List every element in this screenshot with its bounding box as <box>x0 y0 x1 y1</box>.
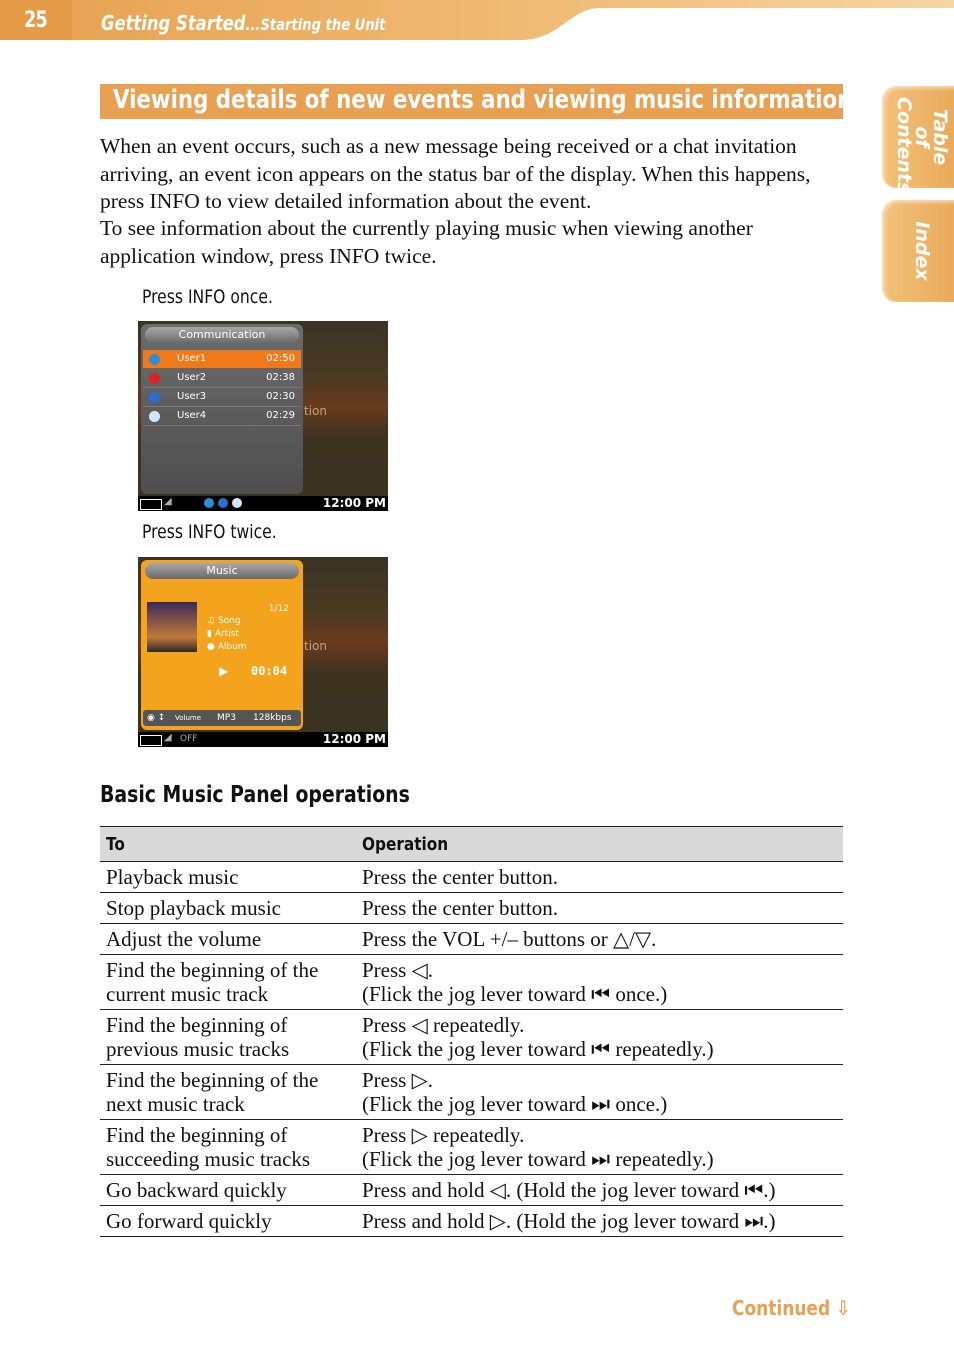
operation-line: (Flick the jog lever toward ⏮ repeatedly.) <box>362 1037 714 1061</box>
table-header-row <box>100 827 843 862</box>
play-icon: ▶ <box>219 664 229 678</box>
album-art <box>147 602 197 652</box>
cell-operation <box>356 1206 843 1237</box>
cell-to: Go forward quickly <box>100 1206 356 1237</box>
music-panel-footer <box>143 710 301 726</box>
format-label: MP3 <box>217 713 236 723</box>
cell-to: Find the beginning of the current music track <box>100 955 356 1010</box>
song-text: Song <box>217 616 241 626</box>
chat-status-icon <box>204 498 214 508</box>
operation-line: (Flick the jog lever toward ⏭ once.) <box>362 1092 668 1116</box>
caption-press-once: Press INFO once. <box>142 286 273 308</box>
table-row <box>100 1206 843 1237</box>
signal-icon: ◢ <box>164 732 172 743</box>
cell-operation <box>356 1065 843 1120</box>
tab-index-label: Index <box>911 221 933 281</box>
user-name: User4 <box>177 410 207 421</box>
album-text: Album <box>217 642 247 652</box>
info-status-icon <box>218 498 228 508</box>
user-time: 02:50 <box>266 353 295 364</box>
cell-to: Adjust the volume <box>100 924 356 955</box>
user-time: 02:30 <box>266 391 295 402</box>
battery-icon <box>140 499 162 510</box>
operation-line: Press and hold ◁. (Hold the jog lever toward ⏮.) <box>362 1178 776 1202</box>
header-section: Starting the Unit <box>260 15 386 34</box>
operation-line: Press ▷. <box>362 1068 433 1092</box>
header-chapter: Getting Started <box>101 11 246 35</box>
song-label <box>207 616 241 626</box>
volume-icon: ◉ ↕ <box>147 713 166 723</box>
cell-operation <box>356 1010 843 1065</box>
column-header-operation-text: Operation <box>362 833 449 855</box>
bitrate-label: 128kbps <box>253 713 292 723</box>
chat-icon <box>149 354 160 365</box>
user-name: User1 <box>177 353 207 364</box>
note-icon: ♫ <box>207 616 218 626</box>
column-header-to <box>100 827 356 862</box>
user-name: User3 <box>177 391 207 402</box>
cell-to: Go backward quickly <box>100 1175 356 1206</box>
communication-panel-title: Communication <box>145 327 299 343</box>
cell-to: Stop playback music <box>100 893 356 924</box>
section-banner-title: Viewing details of new events and viewing music information <box>113 85 853 115</box>
volume-label: Volume <box>175 714 202 722</box>
cell-to: Playback music <box>100 862 356 893</box>
operation-line: Press ▷ repeatedly. <box>362 1123 525 1147</box>
operation-line: Press ◁ repeatedly. <box>362 1013 525 1037</box>
signal-icon: ◢ <box>164 496 172 507</box>
header-title <box>101 11 385 35</box>
cell-operation <box>356 955 843 1010</box>
screenshot-music <box>138 557 388 747</box>
background-window-text: tion <box>304 404 327 418</box>
cell-to: Find the beginning of succeeding music tracks <box>100 1120 356 1175</box>
header-ellipsis: ... <box>245 15 261 34</box>
table-row <box>100 1120 843 1175</box>
message-bubble-icon <box>149 411 160 422</box>
operation-line: Press and hold ▷. (Hold the jog lever toward ⏭.) <box>362 1209 776 1233</box>
message-status-icon <box>232 498 242 508</box>
table-row <box>100 924 843 955</box>
operations-table <box>100 826 843 1237</box>
table-row <box>100 1175 843 1206</box>
user-time: 02:38 <box>266 372 295 383</box>
tab-table-of-contents-label: Table of Contents <box>893 97 951 194</box>
operation-line: Press the center button. <box>362 896 558 920</box>
caption-press-twice: Press INFO twice. <box>142 521 277 543</box>
cell-operation <box>356 893 843 924</box>
info-paragraph: To see information about the currently playing music when viewing another application window, press INFO twice. <box>100 216 753 268</box>
operation-line: Press the VOL +/– buttons or △/▽. <box>362 927 657 951</box>
continued-link[interactable]: Continued ⇩ <box>732 1296 851 1320</box>
artist-text: Artist <box>214 629 239 639</box>
table-row <box>100 1065 843 1120</box>
tab-index[interactable] <box>882 200 954 302</box>
user-time: 02:29 <box>266 410 295 421</box>
list-item <box>143 350 301 368</box>
cell-to: Find the beginning of the next music track <box>100 1065 356 1120</box>
screenshot-communication <box>138 321 388 511</box>
table-row <box>100 955 843 1010</box>
table-row <box>100 862 843 893</box>
page-header <box>0 0 954 44</box>
elapsed-time: 00:04 <box>251 664 288 678</box>
column-header-to-text: To <box>106 833 125 855</box>
operation-line: Press ◁. <box>362 958 433 982</box>
table-row <box>100 1010 843 1065</box>
operation-line: (Flick the jog lever toward ⏭ repeatedly.) <box>362 1147 714 1171</box>
music-panel <box>141 560 303 730</box>
user-name: User2 <box>177 372 207 383</box>
background-window-text: tion <box>304 639 327 653</box>
cell-operation <box>356 924 843 955</box>
section-heading: Basic Music Panel operations <box>100 782 410 808</box>
operation-line: Press the center button. <box>362 865 558 889</box>
communication-panel <box>141 324 303 494</box>
track-count: 1/12 <box>268 604 289 614</box>
status-time: 12:00 PM <box>322 496 386 510</box>
disc-icon: ● <box>207 642 218 652</box>
person-icon: ▮ <box>207 629 215 639</box>
tab-table-of-contents[interactable] <box>882 86 954 194</box>
cell-operation <box>356 1175 843 1206</box>
status-bar <box>138 732 388 747</box>
list-item <box>143 369 301 388</box>
artist-label <box>207 629 239 639</box>
album-label <box>207 642 247 652</box>
page-number: 25 <box>24 8 47 33</box>
column-header-operation <box>356 827 843 862</box>
table-row <box>100 893 843 924</box>
list-item <box>143 407 301 426</box>
section-banner <box>100 84 853 119</box>
music-panel-title: Music <box>145 563 299 579</box>
status-time: 12:00 PM <box>322 732 386 746</box>
operation-line: (Flick the jog lever toward ⏮ once.) <box>362 982 668 1006</box>
invite-icon <box>149 373 160 384</box>
cell-operation <box>356 1120 843 1175</box>
cell-operation <box>356 862 843 893</box>
info-icon <box>149 392 160 403</box>
battery-icon <box>140 735 162 746</box>
list-item <box>143 388 301 407</box>
status-off: OFF <box>180 734 198 744</box>
status-bar <box>138 496 388 511</box>
intro-paragraph: When an event occurs, such as a new message being received or a chat invitation arriving, an event icon appears on the status bar of the display. When this happens, press INFO to view detailed information about the event. <box>100 134 811 213</box>
cell-to: Find the beginning of previous music tracks <box>100 1010 356 1065</box>
